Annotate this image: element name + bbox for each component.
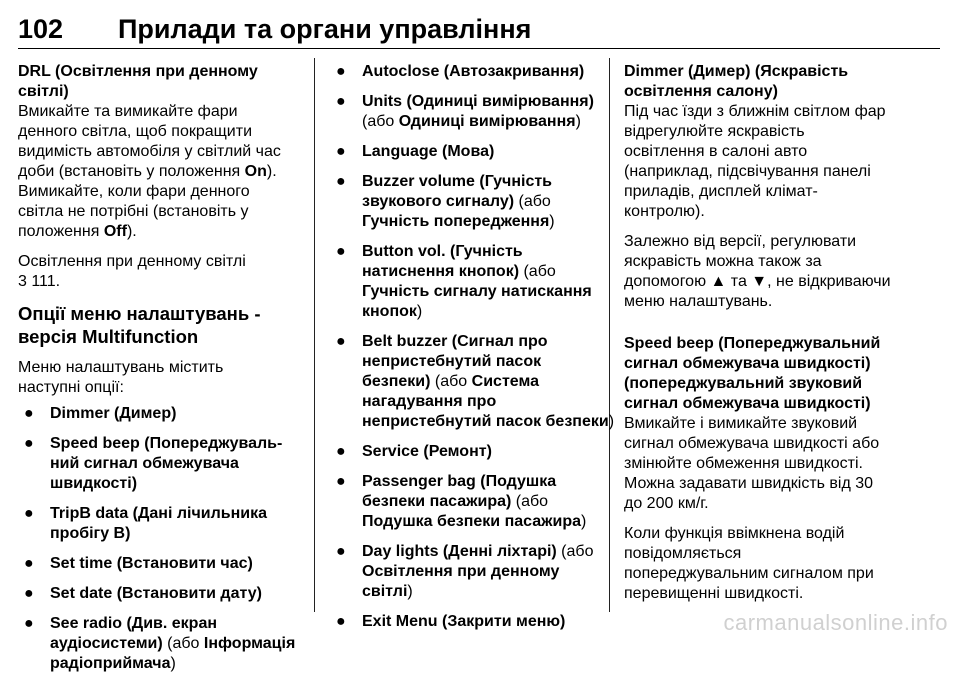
list-item: ● Dimmer (Димер) (24, 405, 177, 422)
column-divider (314, 58, 315, 612)
bullet-icon: ● (24, 585, 34, 602)
drl-heading: DRL (Освітлення при денному світлі) (18, 63, 258, 100)
section-heading: Опції меню налаштувань - версія Multifunction (18, 303, 261, 347)
bullet-icon: ● (336, 143, 346, 160)
list-item: ● Set time (Встановити час) (24, 555, 253, 572)
watermark: carmanualsonline.info (723, 610, 948, 635)
bullet-icon: ● (24, 435, 34, 452)
drl-paragraph: Вмикайте та вимикайте фари денного світла, щоб покращити видимість автомобіля у світлий час доби (встановіть у положення On). Вимикайте, коли фари денного світла не потрібні (встановіть у положення Off). (18, 103, 281, 240)
column-2 (330, 62, 615, 642)
page-header (18, 8, 940, 49)
list-item: ● Buzzer volume (Гучність звукового сигналу) (або Гучність попередження) (336, 173, 555, 230)
list-item: ● Exit Menu (Закрити меню) (336, 613, 566, 630)
bullet-icon: ● (336, 243, 346, 260)
drl-cross-reference: Освітлення при денному світлі 3 111. (18, 253, 246, 290)
list-item: ● Autoclose (Автозакривання) (336, 63, 585, 80)
list-item: ● Speed beep (Попереджуваль- ний сигнал обмежувача швидкості) (24, 435, 283, 492)
list-item: ● See radio (Див. екран аудіосистеми) (або Інформація радіоприймача) (24, 615, 296, 672)
list-item: ● Day lights (Денні ліхтарі) (або Освітлення при денному світлі) (336, 543, 594, 600)
dimmer-heading: Dimmer (Димер) (Яскравість освітлення салону) (624, 63, 849, 100)
bullet-icon: ● (336, 333, 346, 350)
list-item: ● Belt buzzer (Сигнал про непристебнутий пасок безпеки) (або Система нагадування про непристебнутий пасок безпеки) (336, 333, 615, 430)
page-title: Прилади та органи управління (118, 14, 532, 44)
options-list (330, 62, 615, 632)
list-item: ● TripB data (Дані лічильника пробігу B) (24, 505, 267, 542)
list-item: ● Units (Одиниці вимірювання) (або Одиниці вимірювання) (336, 93, 594, 130)
bullet-icon: ● (336, 173, 346, 190)
bullet-icon: ● (336, 63, 346, 80)
bullet-icon: ● (24, 555, 34, 572)
list-item: ● Set date (Встановити дату) (24, 585, 262, 602)
options-list (18, 404, 308, 674)
bullet-icon: ● (24, 615, 34, 632)
bullet-icon: ● (24, 405, 34, 422)
list-item: ● Language (Мова) (336, 143, 495, 160)
speed-beep-paragraph-2: Коли функція ввімкнена водій повідомляється попереджувальним сигналом при перевищенні швидкості. (624, 525, 874, 602)
bullet-icon: ● (336, 93, 346, 110)
bullet-icon: ● (336, 473, 346, 490)
intro-paragraph: Меню налаштувань містить наступні опції: (18, 359, 224, 396)
speed-beep-heading: Speed beep (Попереджувальний сигнал обмежувача швидкості) (попереджувальний звуковий сигнал обмежувача швидкості) (624, 335, 881, 412)
page-number: 102 (18, 14, 64, 44)
dimmer-paragraph-2: Залежно від версії, регулювати яскравість можна також за допомогою ▲ та ▼, не відкриваючи меню налаштувань. (624, 233, 891, 310)
bullet-icon: ● (336, 613, 346, 630)
bullet-icon: ● (336, 443, 346, 460)
speed-beep-paragraph: Вмикайте і вимикайте звуковий сигнал обмежувача швидкості або змінюйте обмеження швидкості. Можна задавати швидкість від 30 до 200 км/г. (624, 415, 880, 512)
dimmer-paragraph: Під час їзди з ближнім світлом фар відрегулюйте яскравість освітлення в салоні авто (наприклад, підсвічування панелі приладів, дисплей клімат- контролю). (624, 103, 886, 220)
list-item: ● Button vol. (Гучність натиснення кнопок) (або Гучність сигналу натискання кнопок) (336, 243, 592, 320)
bullet-icon: ● (24, 505, 34, 522)
column-divider (609, 58, 610, 612)
column-1 (18, 62, 308, 684)
column-3 (624, 62, 946, 604)
bullet-icon: ● (336, 543, 346, 560)
list-item: ● Passenger bag (Подушка безпеки пасажира) (або Подушка безпеки пасажира) (336, 473, 587, 530)
list-item: ● Service (Ремонт) (336, 443, 492, 460)
